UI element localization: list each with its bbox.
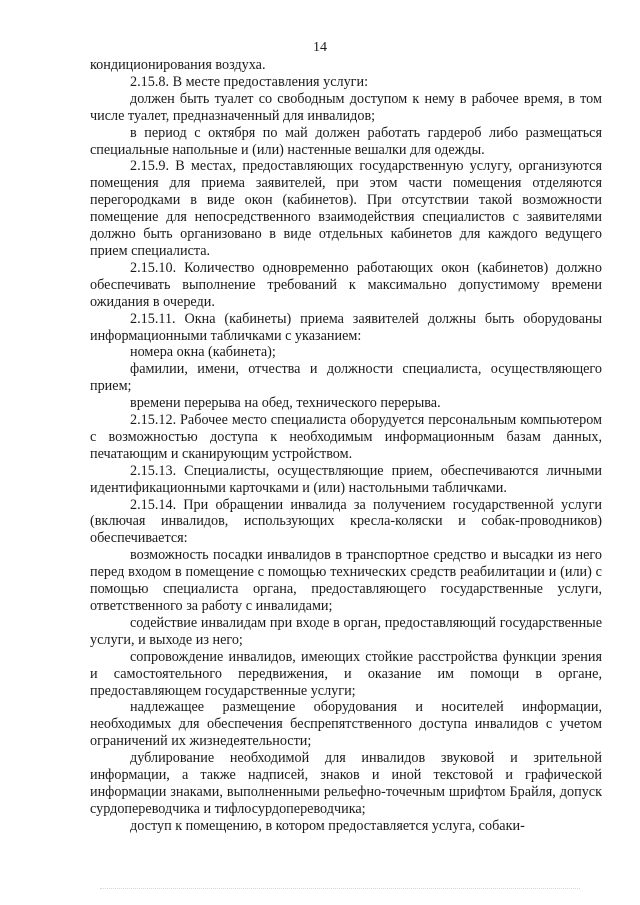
paragraph: кондиционирования воздуха. — [90, 57, 266, 73]
paragraph: 2.15.12. Рабочее место специалиста оборудуется персональным компьютером с возможностью доступа к необходимым информационным базам данных, печатающим и сканирующим устройством. — [90, 412, 602, 462]
list-item: сопровождение инвалидов, имеющих стойкие расстройства функции зрения и самостоятельного передвижения, и оказание им помощи в органе, предоставляющем государственные услуги; — [90, 648, 602, 699]
paragraph: должен быть туалет со свободным доступом к нему в рабочее время, в том числе туалет, предназначенный для инвалидов; — [90, 90, 602, 124]
paragraph: 2.15.10. Количество одновременно работающих окон (кабинетов) должно обеспечивать выполнение требований к максимально допустимому времени ожидания в очереди. — [90, 259, 602, 310]
paragraph: 2.15.8. В месте предоставления услуги: — [130, 73, 369, 90]
list-item: номера окна (кабинета); — [130, 344, 276, 361]
list-item: дублирование необходимой для инвалидов звуковой и зрительной информации, а также надписей, знаков и иной текстовой и графической информации знаками, выполненными рельефно-точечным шрифтом Брайля, допуск сурдопереводчика и тифлосурдопереводчика; — [90, 750, 602, 817]
paragraph: 2.15.13. Специалисты, осуществляющие прием, обеспечиваются личными идентификационными карточками и (или) настольными табличками. — [90, 462, 602, 496]
paragraph: 2.15.9. В местах, предоставляющих государственную услугу, организуются помещения для приема заявителей, при этом части помещения отделяются перегородками в виде окон (кабинетов). При отсутствии такой возможности помещение для непосредственного взаимодействия специалистов с заявителями должно быть организовано в виде отдельных кабинетов для каждого ведущего прием специалиста. — [90, 158, 602, 259]
list-item: времени перерыва на обед, технического перерыва. — [130, 395, 441, 412]
paragraph: 2.15.14. При обращении инвалида за получением государственной услуги (включая инвалидов, использующих кресла-коляски и собак-проводников) обеспечивается: — [90, 496, 602, 547]
list-item: фамилии, имени, отчества и должности специалиста, осуществляющего прием; — [90, 361, 602, 395]
list-item: содействие инвалидам при входе в орган, предоставляющий государственные услуги, и выходе из него; — [90, 614, 602, 648]
list-item: надлежащее размещение оборудования и носителей информации, необходимых для обеспечения беспрепятственного доступа инвалидов с учетом ограничений их жизнедеятельности; — [90, 699, 602, 750]
list-item: доступ к помещению, в котором предоставляется услуга, собаки- — [130, 817, 525, 834]
page-number: 14 — [313, 40, 327, 55]
scan-artifact — [100, 888, 580, 890]
list-item: возможность посадки инвалидов в транспортное средство и высадки из него перед входом в помещение с помощью технических средств реабилитации и (или) с помощью специалиста органа, предоставляющего государственные услуги, ответственного за работу с инвалидами; — [90, 547, 602, 614]
document-body — [90, 57, 602, 835]
paragraph: 2.15.11. Окна (кабинеты) приема заявителей должны быть оборудованы информационными табличками с указанием: — [90, 310, 602, 344]
paragraph: в период с октября по май должен работать гардероб либо размещаться специальные напольные и (или) настенные вешалки для одежды. — [90, 124, 602, 158]
